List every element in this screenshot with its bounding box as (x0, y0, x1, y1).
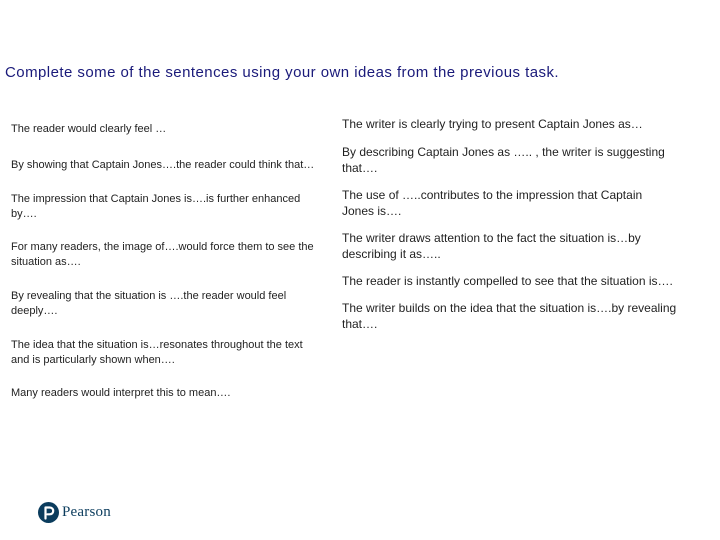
prompt-item: The impression that Captain Jones is….is further enhanced by…. (11, 193, 301, 220)
prompt-item: By describing Captain Jones as ….. , the writer is suggesting that…. (342, 145, 665, 175)
prompt-item: The writer is clearly trying to present Captain Jones as… (342, 117, 643, 131)
prompt-item: The idea that the situation is…resonates throughout the text and is particularly shown when…. (11, 339, 303, 366)
prompt-item: For many readers, the image of….would force them to see the situation as…. (11, 241, 314, 268)
pearson-logo-text: Pearson (62, 504, 111, 520)
prompt-item: By showing that Captain Jones….the reader could think that… (11, 159, 315, 171)
page-title: Complete some of the sentences using your own ideas from the previous task. (5, 64, 560, 81)
right-prompt-column (342, 116, 677, 332)
prompt-item: The reader is instantly compelled to see that the situation is…. (342, 274, 673, 288)
pearson-p-icon (38, 502, 59, 523)
prompt-item: The writer builds on the idea that the situation is….by revealing that…. (342, 301, 677, 331)
prompt-item: The writer draws attention to the fact the situation is…by describing it as….. (342, 231, 641, 261)
prompt-item: By revealing that the situation is ….the reader would feel deeply…. (11, 290, 287, 317)
prompt-item: The use of …..contributes to the impression that Captain Jones is…. (342, 188, 643, 218)
left-prompt-column (11, 122, 321, 401)
prompt-item: The reader would clearly feel … (11, 123, 167, 135)
prompt-item: Many readers would interpret this to mean…. (11, 387, 231, 399)
pearson-logo (38, 502, 111, 523)
